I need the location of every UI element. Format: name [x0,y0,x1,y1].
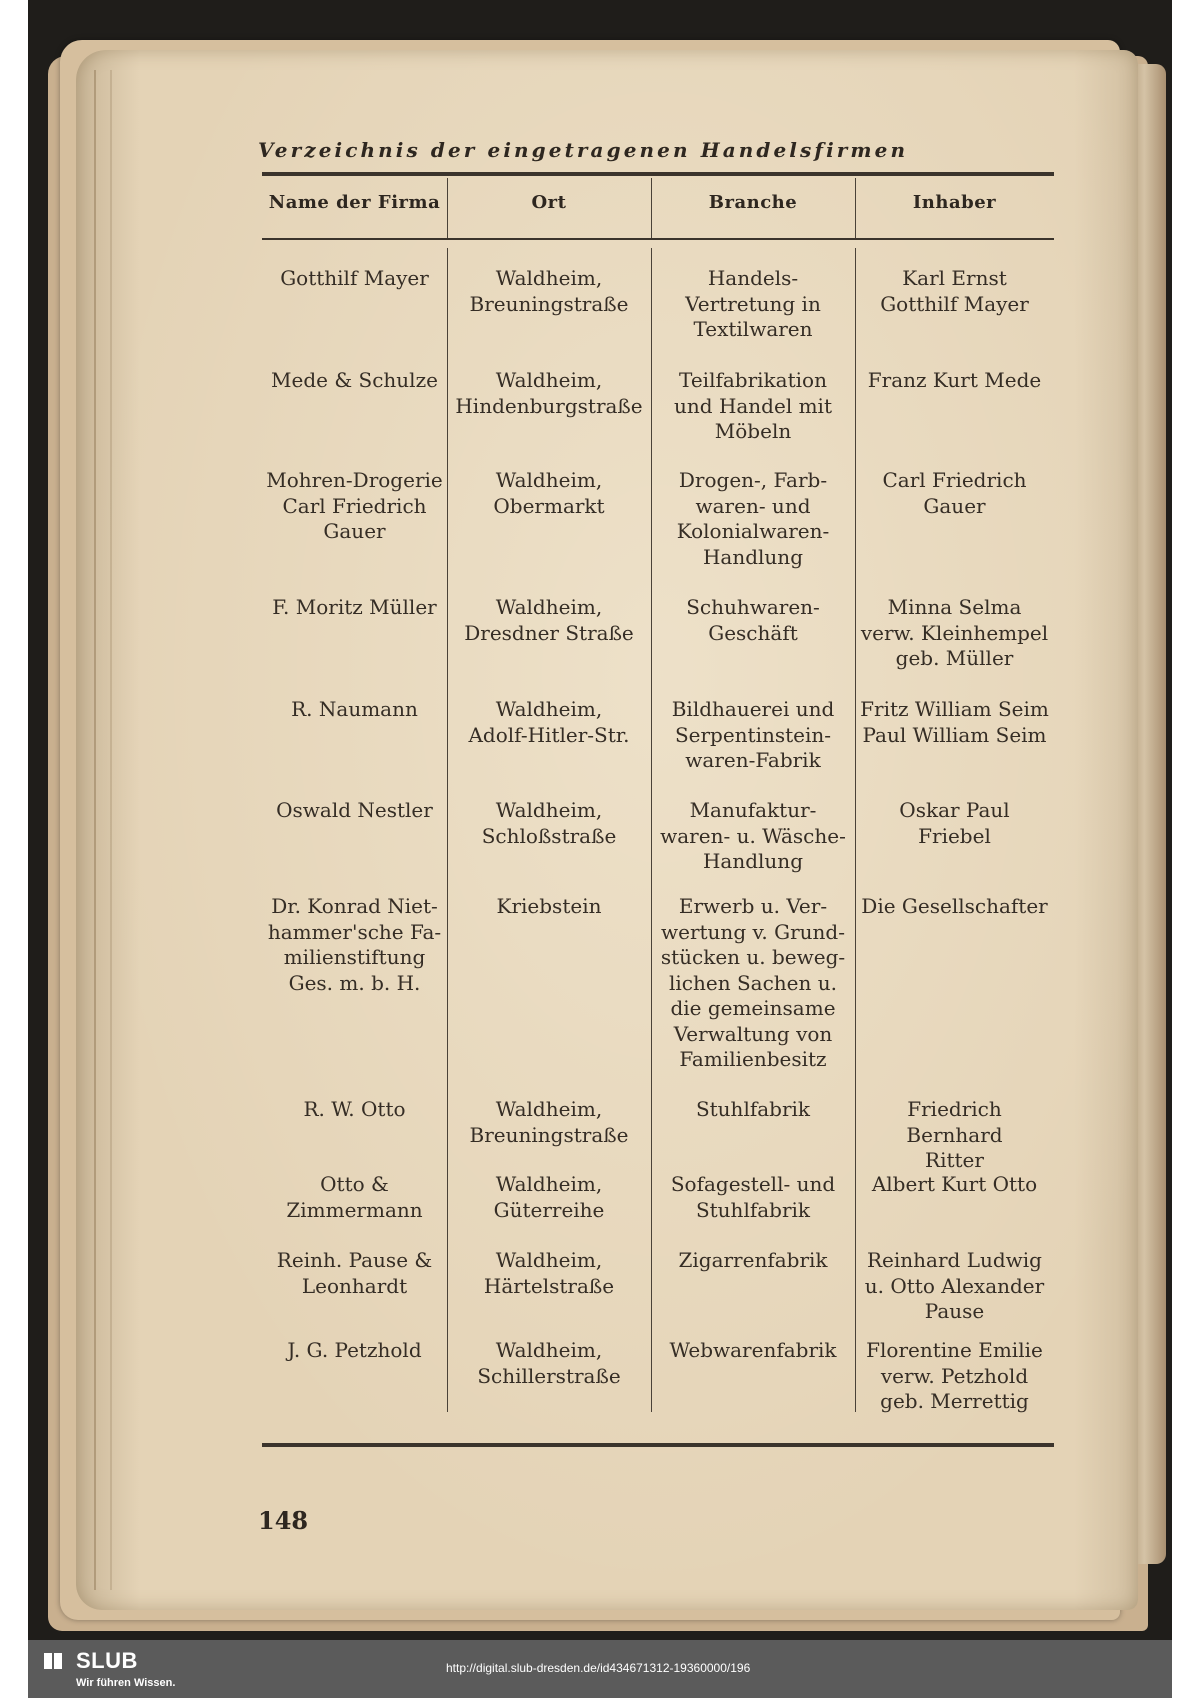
firm-location: Kriebstein [496,894,602,918]
top-rule [262,172,1054,176]
firm-branch: Sofagestell- und Stuhlfabrik [670,1172,836,1222]
page-gutter [94,70,112,1590]
firm-branch: Stuhlfabrik [695,1097,811,1121]
firm-branch: Drogen-, Farb- waren- und Kolonialwaren- Handlung [676,468,830,569]
firm-owner: Florentine Emilie verw. Petzhold geb. Merrettig [866,1338,1043,1413]
slub-tagline: Wir führen Wissen. [76,1677,176,1689]
firm-location: Waldheim, Breuningstraße [469,1097,629,1147]
firm-branch: Zigarrenfabrik [678,1248,828,1272]
firm-location: Waldheim, Adolf-Hitler-Str. [468,697,630,747]
firm-location: Waldheim, Obermarkt [493,468,605,518]
column-header-name: Name der Firma [268,192,441,213]
firm-branch: Webwarenfabrik [669,1338,837,1362]
firm-owner: Oskar Paul Friebel [899,798,1010,848]
table-row [262,595,1054,672]
firm-name: F. Moritz Müller [272,595,437,619]
column-divider [855,178,856,238]
slub-logo[interactable]: SLUB [76,1648,138,1673]
firm-branch: Bildhauerei und Serpentinstein- waren-Fabrik [671,697,835,772]
header-rule [262,238,1054,240]
table-row [262,1248,1054,1325]
firm-owner: Carl Friedrich Gauer [882,468,1027,518]
firm-owner: Reinhard Ludwig u. Otto Alexander Pause [864,1248,1045,1323]
firm-location: Waldheim, Schillerstraße [477,1338,621,1388]
firm-location: Waldheim, Hindenburgstraße [455,368,643,418]
firm-owner: Minna Selma verw. Kleinhempel geb. Müller [860,595,1049,670]
table-row [262,1172,1054,1223]
firm-name: Oswald Nestler [276,798,433,822]
bottom-rule [262,1443,1054,1447]
table-row [262,1338,1054,1415]
column-divider [651,178,652,238]
firm-branch: Manufaktur- waren- u. Wäsche- Handlung [660,798,846,873]
table-header [262,192,1054,222]
page-number: 148 [258,1506,309,1535]
firm-name: Dr. Konrad Niet- hammer'sche Fa- milienstiftung Ges. m. b. H. [267,894,442,995]
firm-owner: Die Gesellschafter [861,894,1048,918]
firm-owner: Fritz William Seim Paul William Seim [860,697,1049,747]
table-row [262,266,1054,343]
column-divider [447,178,448,238]
table-row [262,368,1054,445]
firm-branch: Handels- Vertretung in Textilwaren [685,266,821,341]
firm-name: R. Naumann [291,697,418,721]
firm-name: R. W. Otto [303,1097,406,1121]
firm-branch: Schuhwaren- Geschäft [686,595,820,645]
column-header-ort: Ort [531,192,567,213]
book-icon [42,1650,64,1672]
firm-location: Waldheim, Güterreihe [493,1172,605,1222]
firm-name: Mede & Schulze [271,368,438,392]
viewer-footer [28,1640,1172,1698]
table-row [262,798,1054,875]
source-url-link[interactable]: http://digital.slub-dresden.de/id434671312-19360000/196 [446,1661,751,1675]
firm-name: Reinh. Pause & Leonhardt [276,1248,433,1298]
table-row [262,894,1054,1073]
firm-location: Waldheim, Härtelstraße [483,1248,615,1298]
firm-location: Waldheim, Breuningstraße [469,266,629,316]
firm-name: J. G. Petzhold [287,1338,422,1362]
column-header-inhaber: Inhaber [912,192,997,213]
table-row [262,1097,1054,1174]
firm-owner: Karl Ernst Gotthilf Mayer [880,266,1029,316]
firm-location: Waldheim, Schloßstraße [481,798,617,848]
firm-owner: Franz Kurt Mede [867,368,1042,392]
firm-owner: Albert Kurt Otto [871,1172,1038,1196]
firm-location: Waldheim, Dresdner Straße [464,595,634,645]
firm-name: Mohren-Drogerie Carl Friedrich Gauer [266,468,443,543]
firm-branch: Teilfabrikation und Handel mit Möbeln [674,368,832,443]
table-row [262,468,1054,570]
firm-owner: Friedrich Bernhard Ritter [906,1097,1003,1172]
running-title: Verzeichnis der eingetragenen Handelsfirmen [258,138,909,162]
column-header-branche: Branche [708,192,798,213]
firm-name: Otto & Zimmermann [286,1172,423,1222]
firm-branch: Erwerb u. Ver- wertung v. Grund- stücken u. beweg- lichen Sachen u. die gemeinsame Verwaltung von Familienbesitz [660,894,846,1071]
firm-name: Gotthilf Mayer [280,266,429,290]
table-row [262,697,1054,774]
